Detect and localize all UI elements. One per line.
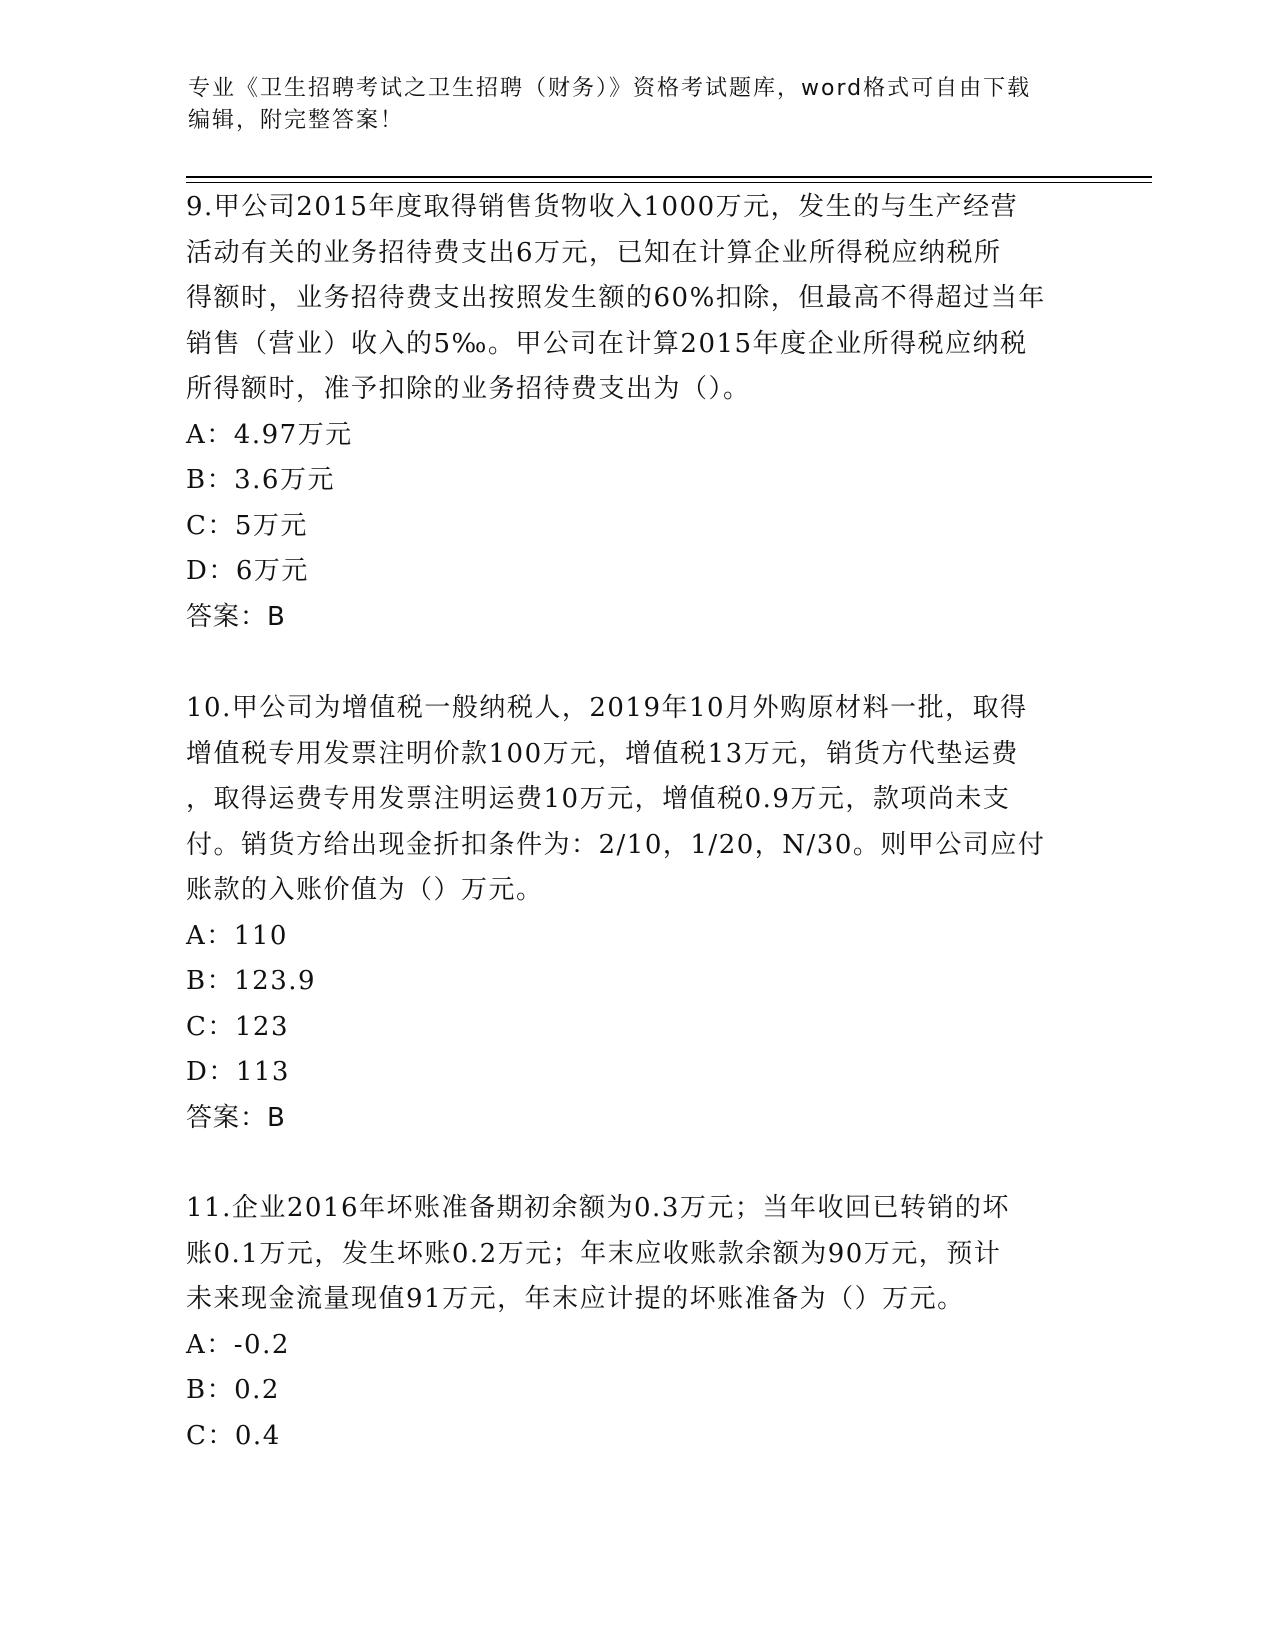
header-line-2: 编辑，附完整答案！ <box>188 108 405 133</box>
option-b: B：3.6万元 <box>186 465 335 495</box>
option-b: B：0.2 <box>186 1375 280 1405</box>
option-a: A：4.97万元 <box>186 419 353 450</box>
option-c: C：123 <box>186 1011 290 1042</box>
question-10 <box>186 686 1086 1141</box>
question-text-line: 9.甲公司2015年度取得销售货物收入1000万元，发生的与生产经营 <box>186 192 1019 222</box>
question-text-line: 销售（营业）收入的5‰。甲公司在计算2015年度企业所得税应纳税 <box>186 328 1028 359</box>
answer-label: 答案：B <box>186 1102 286 1133</box>
question-text-line: 得额时，业务招待费支出按照发生额的60%扣除，但最高不得超过当年 <box>186 283 1046 313</box>
document-header <box>188 73 1068 137</box>
option-d: D：113 <box>186 1057 290 1087</box>
answer-label: 答案：B <box>186 601 286 632</box>
question-text-line: 10.甲公司为增值税一般纳税人，2019年10月外购原材料一批，取得 <box>186 693 1028 723</box>
header-line-1: 专业《卫生招聘考试之卫生招聘（财务）》资格考试题库，word格式可自由下载 <box>188 76 1032 101</box>
question-9 <box>186 185 1086 640</box>
header-divider-thick <box>186 176 1152 178</box>
question-text-line: 所得额时，准予扣除的业务招待费支出为（）。 <box>186 374 751 404</box>
option-c: C：5万元 <box>186 510 308 541</box>
option-a: A：-0.2 <box>186 1329 290 1360</box>
question-text-line: 付。销货方给出现金折扣条件为：2/10，1/20，N/30。则甲公司应付 <box>186 829 1046 860</box>
question-text-line: 账0.1万元，发生坏账0.2万元；年末应收账款余额为90万元，预计 <box>186 1238 1002 1269</box>
header-divider-thin <box>186 182 1152 183</box>
option-a: A：110 <box>186 920 288 951</box>
option-c: C：0.4 <box>186 1420 281 1451</box>
question-text-line: ，取得运费专用发票注明运费10万元，增值税0.9万元，款项尚未支 <box>186 784 1011 814</box>
question-text-line: 活动有关的业务招待费支出6万元，已知在计算企业所得税应纳税所 <box>186 237 1002 268</box>
question-11 <box>186 1186 1086 1459</box>
option-b: B：123.9 <box>186 966 317 996</box>
question-text-line: 账款的入账价值为（）万元。 <box>186 875 544 905</box>
question-text-line: 11.企业2016年坏账准备期初余额为0.3万元；当年收回已转销的坏 <box>186 1193 1010 1223</box>
question-text-line: 增值税专用发票注明价款100万元，增值税13万元，销货方代垫运费 <box>186 738 1019 769</box>
question-text-line: 未来现金流量现值91万元，年末应计提的坏账准备为（）万元。 <box>186 1284 965 1314</box>
option-d: D：6万元 <box>186 556 309 586</box>
